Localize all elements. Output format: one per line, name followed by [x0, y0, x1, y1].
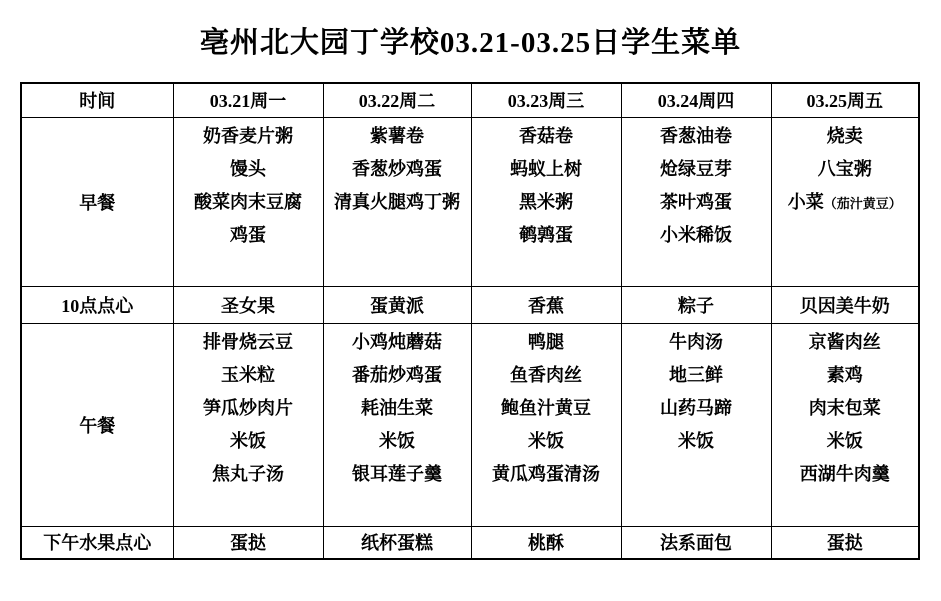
header-day-4: 03.24周四: [621, 83, 771, 117]
menu-item: 鱼香肉丝: [510, 364, 582, 385]
header-day-3: 03.23周三: [471, 83, 621, 117]
menu-cell-afternoon-snack-day-3: [471, 526, 621, 559]
menu-cell-afternoon-snack-day-2: [323, 526, 471, 559]
menu-item: 香葱炒鸡蛋: [352, 158, 442, 179]
page-title: 亳州北大园丁学校03.21-03.25日学生菜单: [199, 27, 742, 59]
row-label-morning-snack: 10点点心: [21, 286, 173, 323]
menu-item: 米饭: [230, 430, 266, 451]
header-day-5: 03.25周五: [771, 83, 919, 117]
row-afternoon-snack: [21, 526, 919, 559]
menu-item: 蛋挞: [826, 533, 863, 554]
menu-item: 素鸡: [826, 364, 863, 385]
menu-item: 黑米粥: [519, 191, 573, 212]
menu-item: 米饭: [379, 430, 415, 451]
header-time: 时间: [21, 83, 173, 117]
menu-item: 奶香麦片粥: [203, 125, 293, 146]
menu-item: 肉末包菜: [808, 397, 881, 418]
menu-cell-lunch-day-1: [173, 323, 323, 526]
menu-item: 蚂蚁上树: [510, 158, 582, 179]
menu-item: 地三鲜: [669, 364, 723, 385]
menu-cell-lunch-day-3: [471, 323, 621, 526]
menu-item: 烧卖: [826, 125, 863, 146]
menu-item: 茶叶鸡蛋: [660, 191, 732, 212]
menu-item: 炝绿豆芽: [660, 158, 732, 179]
menu-item: 鸭腿: [528, 331, 564, 352]
menu-cell-afternoon-snack-day-4: [621, 526, 771, 559]
menu-cell-breakfast-day-2: [323, 117, 471, 286]
header-day-2: 03.22周二: [323, 83, 471, 117]
menu-cell-morning-snack-day-1: [173, 286, 323, 323]
menu-item: 香蕉: [528, 295, 564, 316]
menu-item: 蛋黄派: [370, 295, 424, 316]
menu-item: 八宝粥: [817, 158, 872, 179]
menu-item-note: （茄汁黄豆）: [823, 195, 902, 211]
menu-item: 京酱肉丝: [808, 331, 881, 352]
menu-cell-morning-snack-day-4: [621, 286, 771, 323]
menu-cell-breakfast-day-3: [471, 117, 621, 286]
menu-item: 馒头: [230, 158, 266, 179]
menu-item: 粽子: [678, 295, 714, 316]
menu-item: 米饭: [528, 430, 564, 451]
menu-page: [0, 24, 941, 601]
menu-item: 小菜（茄汁黄豆）: [787, 191, 902, 212]
menu-item: 排骨烧云豆: [203, 331, 293, 352]
menu-item: 焦丸子汤: [212, 463, 284, 484]
menu-item: 鸡蛋: [230, 224, 266, 245]
menu-item: 牛肉汤: [669, 331, 723, 352]
menu-item: 香菇卷: [519, 125, 573, 146]
menu-item: 小鸡炖蘑菇: [352, 331, 442, 352]
menu-item: 小米稀饭: [660, 224, 732, 245]
menu-cell-lunch-day-4: [621, 323, 771, 526]
header-row: [21, 83, 919, 117]
menu-cell-breakfast-day-4: [621, 117, 771, 286]
menu-item: 鹌鹑蛋: [519, 224, 573, 245]
menu-item: 番茄炒鸡蛋: [352, 364, 442, 385]
menu-item: 鲍鱼汁黄豆: [501, 397, 591, 418]
row-label-breakfast: 早餐: [21, 117, 173, 286]
menu-body: [21, 117, 919, 559]
menu-table: [20, 82, 920, 560]
menu-item: 清真火腿鸡丁粥: [334, 191, 460, 212]
menu-item: 桃酥: [528, 533, 564, 554]
menu-item: 纸杯蛋糕: [361, 533, 433, 554]
menu-cell-morning-snack-day-3: [471, 286, 621, 323]
menu-item: 玉米粒: [221, 364, 275, 385]
menu-item: 银耳莲子羹: [352, 463, 442, 484]
menu-cell-morning-snack-day-5: [771, 286, 919, 323]
menu-item: 笋瓜炒肉片: [203, 397, 293, 418]
row-morning-snack: [21, 286, 919, 323]
menu-item: 西湖牛肉羹: [799, 463, 890, 484]
menu-item: 米饭: [678, 430, 714, 451]
menu-item: 法系面包: [660, 533, 732, 554]
menu-item: 香葱油卷: [660, 125, 732, 146]
menu-cell-lunch-day-5: [771, 323, 919, 526]
menu-cell-breakfast-day-5: [771, 117, 919, 286]
menu-item: 黄瓜鸡蛋清汤: [492, 463, 600, 484]
menu-cell-lunch-day-2: [323, 323, 471, 526]
menu-item: 山药马蹄: [660, 397, 732, 418]
menu-item: 紫薯卷: [370, 125, 424, 146]
row-label-afternoon-snack: 下午水果点心: [21, 526, 173, 559]
menu-cell-afternoon-snack-day-5: [771, 526, 919, 559]
menu-cell-afternoon-snack-day-1: [173, 526, 323, 559]
menu-item: 贝因美牛奶: [799, 295, 890, 316]
menu-item: 酸菜肉末豆腐: [194, 191, 302, 212]
menu-cell-morning-snack-day-2: [323, 286, 471, 323]
menu-item: 圣女果: [221, 295, 275, 316]
menu-cell-breakfast-day-1: [173, 117, 323, 286]
row-lunch: [21, 323, 919, 526]
menu-item: 耗油生菜: [361, 397, 433, 418]
menu-item: 蛋挞: [230, 533, 266, 554]
row-breakfast: [21, 117, 919, 286]
menu-item: 米饭: [826, 430, 863, 451]
header-day-1: 03.21周一: [173, 83, 323, 117]
row-label-lunch: 午餐: [21, 323, 173, 526]
